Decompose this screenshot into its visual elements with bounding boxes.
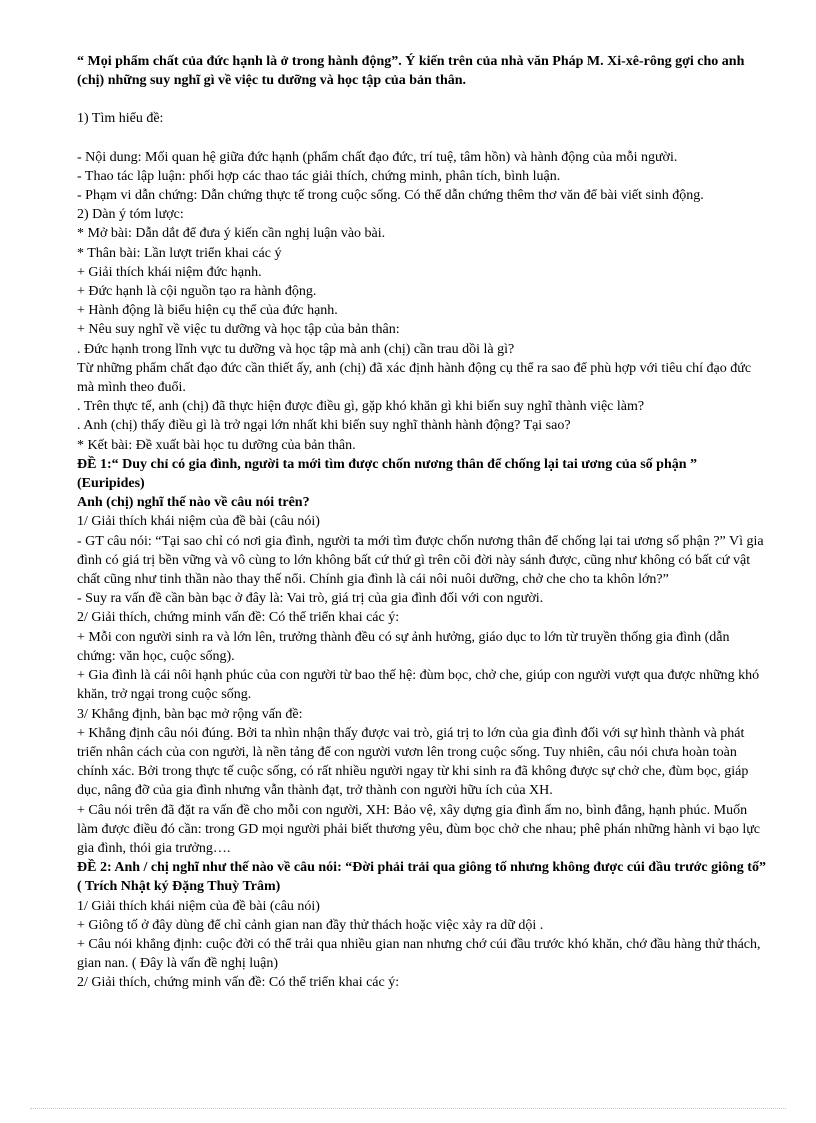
document-title: “ Mọi phẩm chất của đức hạnh là ở trong hành động”. Ý kiến trên của nhà văn Pháp M. Xi-xê-rông gợi cho anh (chị) những suy nghĩ gì về việc tu dưỡng và học tập của bản thân. (77, 54, 745, 89)
de1-line: - GT câu nói: “Tại sao chỉ có nơi gia đình, người ta mới tìm được chốn nương thân để chống lại tai ương số phận ?” Vì gia đình có giá trị bền vững và vô cùng to lớn không bất cứ thứ gì trên cõi đời này sánh được, cũng như không có bất cứ vật chất cũng như tinh thần nào thay thế nổi. Chính gia đình là cái nôi nuôi dưỡng, chở che cho ta khôn lớn?” (77, 533, 764, 588)
outline-item: * Thân bài: Lần lượt triển khai các ý (77, 245, 282, 261)
de1-question: Anh (chị) nghĩ thế nào về câu nói trên? (77, 495, 310, 511)
outline-item: * Mở bài: Dẫn dắt để đưa ý kiến cần nghị luận vào bài. (77, 226, 386, 242)
outline-item: . Trên thực tế, anh (chị) đã thực hiện được điều gì, gặp khó khăn gì khi biến suy nghĩ thành việc làm? (77, 399, 645, 415)
outline-item: + Nêu suy nghĩ về việc tu dưỡng và học tập của bản thân: (77, 322, 400, 338)
de2-line: + Giông tố ở đây dùng để chỉ cảnh gian nan đầy thử thách hoặc việc xảy ra dữ dội . (77, 917, 544, 933)
outline-item: Từ những phẩm chất đạo đức cần thiết ấy, anh (chị) đã xác định hành động cụ thể ra sao để phù hợp với tiêu chí đạo đức mà mình theo đuổi. (77, 360, 752, 396)
de1-line: + Câu nói trên đã đặt ra vấn đề cho mỗi con người, XH: Bảo vệ, xây dựng gia đình ấm no, bình đẳng, hạnh phúc. Muốn làm được điều đó cần: trong GD mọi người phải biết thương yêu, đùm bọc chở che nhau; phê phán những hành vi bạo lực gia đình, thói gia trưởng…. (77, 802, 761, 856)
intro-heading: 1) Tìm hiểu đề: (77, 111, 164, 127)
de2-line: 1/ Giải thích khái niệm của đề bài (câu nói) (77, 898, 320, 914)
intro-item: - Thao tác lập luận: phối hợp các thao tác giải thích, chứng minh, phân tích, bình luận. (77, 168, 561, 184)
outline-item: . Đức hạnh trong lĩnh vực tu dưỡng và học tập mà anh (chị) cần trau dồi là gì? (77, 341, 515, 357)
de2-heading: ĐỀ 2: Anh / chị nghĩ như thế nào về câu nói: “Đời phải trải qua giông tố nhưng không được cúi đầu trước giông tố” ( Trích Nhật ký Đặng Thuỳ Trâm) (77, 860, 766, 895)
de1-line: + Gia đình là cái nôi hạnh phúc của con người từ bao thế hệ: đùm bọc, chở che, giúp con người vượt qua được những khó khăn, trở ngại trong cuộc sống. (77, 668, 760, 703)
intro-item: - Nội dung: Mối quan hệ giữa đức hạnh (phẩm chất đạo đức, trí tuệ, tâm hồn) và hành động của mỗi người. (77, 149, 678, 165)
outline-item: 2) Dàn ý tóm lược: (77, 207, 184, 223)
outline-item: * Kết bài: Đề xuất bài học tu dưỡng của bản thân. (77, 437, 356, 453)
spacer (77, 90, 767, 109)
page-bottom-divider (30, 1108, 786, 1109)
de1-line: + Mỗi con người sinh ra và lớn lên, trưởng thành đều có sự ảnh hưởng, giáo dục to lớn từ truyền thống gia đình (dẫn chứng: văn học, cuộc sống). (77, 629, 730, 664)
spacer (77, 129, 767, 148)
outline-item: + Giải thích khái niệm đức hạnh. (77, 264, 262, 280)
de1-line: - Suy ra vấn đề cần bàn bạc ở đây là: Vai trò, giá trị của gia đình đối với con người. (77, 591, 544, 607)
de2-line: 2/ Giải thích, chứng minh vấn đề: Có thể triển khai các ý: (77, 975, 400, 991)
de1-heading: ĐỀ 1:“ Duy chỉ có gia đình, người ta mới tìm được chốn nương thân để chống lại tai ương của số phận ” (Euripides) (77, 456, 698, 492)
document-page (77, 52, 767, 993)
intro-item: - Phạm vi dẫn chứng: Dẫn chứng thực tế trong cuộc sống. Có thể dẫn chứng thêm thơ văn để bài viết sinh động. (77, 188, 704, 204)
outline-item: + Hành động là biểu hiện cụ thể của đức hạnh. (77, 303, 338, 319)
de2-line: + Câu nói khẳng định: cuộc đời có thể trải qua nhiều gian nan nhưng chớ cúi đầu trước khó khăn, chớ đầu hàng thử thách, gian nan. ( Đây là vấn đề nghị luận) (77, 936, 761, 972)
outline-item: . Anh (chị) thấy điều gì là trở ngại lớn nhất khi biến suy nghĩ thành hành động? Tại sao? (77, 418, 571, 434)
de1-line: 2/ Giải thích, chứng minh vấn đề: Có thể triển khai các ý: (77, 610, 400, 626)
de1-line: 3/ Khẳng định, bàn bạc mở rộng vấn đề: (77, 706, 303, 722)
de1-line: + Khẳng định câu nói đúng. Bởi ta nhìn nhận thấy được vai trò, giá trị to lớn của gia đình đối với sự hình thành và phát triển nhân cách của con người, là nền tảng để con người vươn lên trong cuộc sống. Tuy nhiên, câu nói chưa hoàn toàn chính xác. Bởi trong thực tế cuộc sống, có rất nhiều người ngay từ khi sinh ra đã không được sự chở che, đùm bọc, giáp dục, nâng đỡ của gia đình nhưng vẫn thành đạt, trở thành con người hữu ích của XH. (77, 725, 749, 799)
outline-item: + Đức hạnh là cội nguồn tạo ra hành động. (77, 284, 317, 300)
de1-line: 1/ Giải thích khái niệm của đề bài (câu nói) (77, 514, 320, 530)
